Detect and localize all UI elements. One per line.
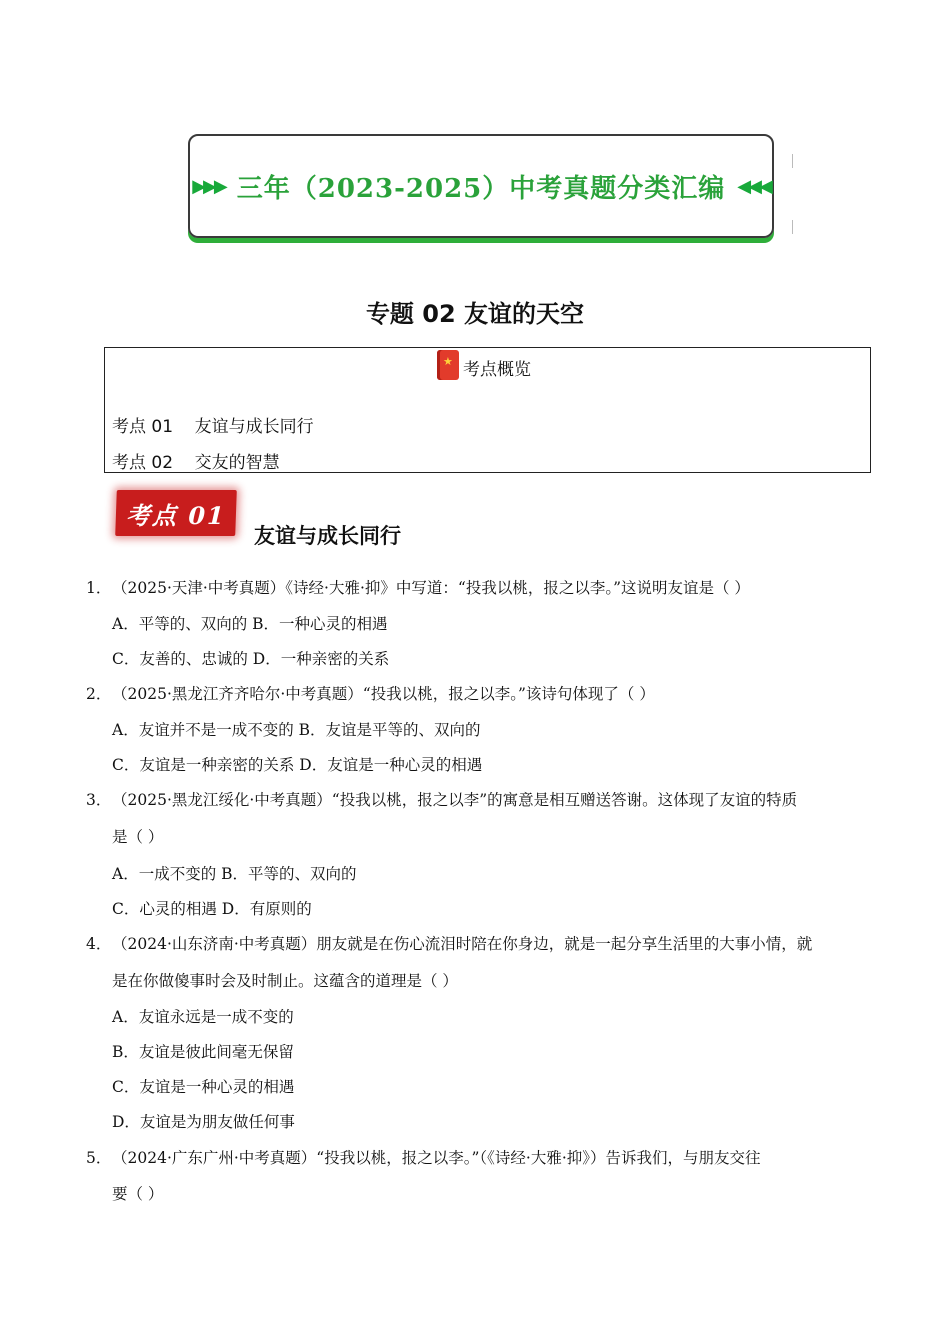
option-row: A．一成不变的 B．平等的、双向的 [112,865,357,883]
page-title: 专题 02 友谊的天空 [365,300,585,328]
margin-tick [792,154,793,168]
option-row: A．友谊并不是一成不变的 B．友谊是平等的、双向的 [112,721,481,739]
right-arrows-icon: ◀◀◀ [737,175,770,197]
question-stem: （2025·天津·中考真题）《诗经·大雅·抑》中写道：“投我以桃，报之以李。”这说明友谊是（ ） [112,579,750,597]
overview-header [437,350,531,380]
section-badge [115,490,237,536]
section-badge-label: 考点 01 [125,500,227,530]
title-banner [188,134,774,238]
section-heading: 友谊与成长同行 [254,524,401,548]
option-row: C．友谊是一种亲密的关系 D．友谊是一种心灵的相遇 [112,756,483,774]
question-stem: （2025·黑龙江齐齐哈尔·中考真题）“投我以桃，报之以李。”该诗句体现了（ ） [112,685,655,703]
left-arrows-icon: ▶▶▶ [192,175,225,197]
overview-item: 考点 02 交友的智慧 [112,453,280,473]
option-row: C．友善的、忠诚的 D．一种亲密的关系 [112,650,390,668]
question-stem: （2024·山东济南·中考真题）朋友就是在伤心流泪时陪在你身边，就是一起分享生活里的大事小情，就 [112,935,813,953]
option-row: D．友谊是为朋友做任何事 [112,1113,295,1131]
overview-item: 考点 01 友谊与成长同行 [112,417,314,437]
question-number: 3． [86,791,112,809]
question-stem: 是在你做傻事时会及时制止。这蕴含的道理是（ ） [112,972,458,990]
option-row: C．友谊是一种心灵的相遇 [112,1078,295,1096]
overview-heading: 考点概览 [463,360,531,380]
banner-title: 三年（2023-2025）中考真题分类汇编 [236,173,726,204]
option-row: B．友谊是彼此间毫无保留 [112,1043,294,1061]
question-stem: 要（ ） [112,1185,164,1203]
question-number: 4． [86,935,112,953]
question-number: 2． [86,685,112,703]
book-icon [437,350,459,380]
option-row: A．友谊永远是一成不变的 [112,1008,294,1026]
question-number: 1． [86,579,112,597]
margin-tick [792,220,793,234]
question-number: 5． [86,1149,112,1167]
question-stem: （2025·黑龙江绥化·中考真题）“投我以桃，报之以李”的寓意是相互赠送答谢。这体现了友谊的特质 [112,791,798,809]
question-stem: 是（ ） [112,828,164,846]
option-row: A．平等的、双向的 B．一种心灵的相遇 [112,615,388,633]
question-stem: （2024·广东广州·中考真题）“投我以桃，报之以李。”（《诗经·大雅·抑》）告诉我们，与朋友交往 [112,1149,761,1167]
option-row: C．心灵的相遇 D．有原则的 [112,900,312,918]
overview-box [104,347,871,473]
